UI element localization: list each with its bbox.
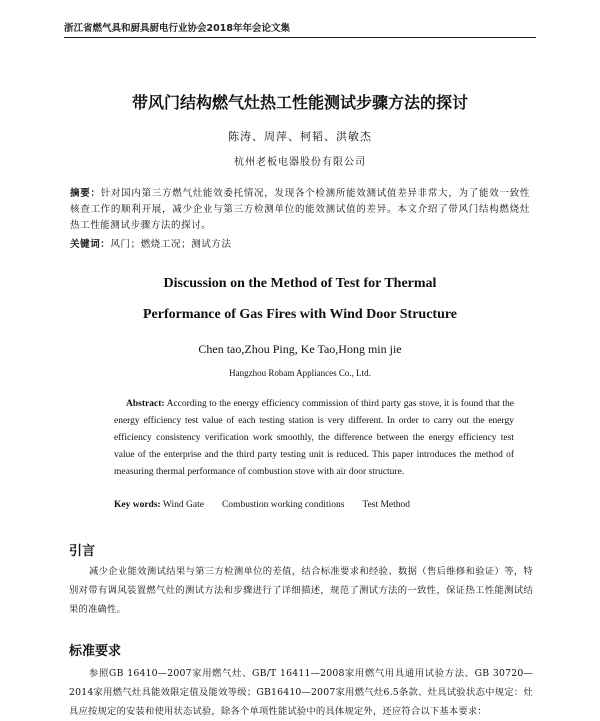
section-heading-standard: 标准要求 <box>69 644 122 659</box>
abstract-cn-text: 针对国内第三方燃气灶能效委托情况，发现各个检测所能效测试值差异非常大，为了能效一致性核查工作的顺利开展，减少企业与第三方检测单位的能效测试值的差异。本文介绍了带风门结构燃烧灶热工性能测试步骤方法的探讨。 <box>70 188 530 231</box>
keywords-cn <box>70 236 530 250</box>
keywords-en-label: Key words: <box>114 500 161 510</box>
keywords-cn-label: 关键词： <box>70 239 111 250</box>
abstract-cn-label: 摘要： <box>70 188 101 199</box>
keywords-en <box>114 500 534 510</box>
paper-title-cn: 带风门结构燃气灶热工性能测试步骤方法的探讨 <box>131 93 468 112</box>
abstract-en-text: According to the energy efficiency commission of third party gas stove, it is found that the energy efficiency test value of each testing station is very different. In order to carry out the energy efficiency consistency verification work smoothly, the difference between the energy efficiency test value of the enterprise and the third party testing unit is reduced. This paper introduces the method of measuring thermal performance of combustion stove with air door structure. <box>114 399 514 477</box>
abstract-cn <box>70 186 530 234</box>
abstract-en-label: Abstract: <box>126 399 165 409</box>
section-heading-intro: 引言 <box>69 544 96 559</box>
authors-en: Chen tao,Zhou Ping, Ke Tao,Hong min jie <box>198 342 402 356</box>
paragraph: 参照GB 16410—2007家用燃气灶、GB/T 16411—2008家用燃气用具通用试验方法、GB 30720—2014家用燃气灶具能效限定值及能效等级；GB16410—2007家用燃气灶6.5条款、灶具试验状态中规定：灶具应按规定的安装和使用状态试验，除各个单项性能试验中的具体规定外，还应符合以下基本要求： <box>69 668 533 717</box>
section-body-standard <box>69 664 533 721</box>
keyword-en: Test Method <box>362 500 411 510</box>
paper-title-en-line2: Performance of Gas Fires with Wind Door Structure <box>142 307 458 322</box>
affiliation-en: Hangzhou Robam Appliances Co., Ltd. <box>229 368 371 378</box>
authors-cn: 陈涛、周萍、柯韬、洪敏杰 <box>228 130 372 143</box>
keyword-en: Combustion working conditions <box>221 500 345 510</box>
paper-title-en <box>0 268 600 330</box>
abstract-en <box>114 396 514 481</box>
keyword-en: Wind Gate <box>162 500 204 510</box>
keywords-cn-text: 风门；燃烧工况；测试方法 <box>110 239 232 250</box>
paragraph: 减少企业能效测试结果与第三方检测单位的差值，结合标准要求和经验、数据（售后维修和验证）等，特别对带有调风装置燃气灶的测试方法和步骤进行了详细描述，规范了测试方法的一致性，保证热工性能测试结果的准确性。 <box>69 566 533 615</box>
running-header: 浙江省燃气具和厨具厨电行业协会2018年年会论文集 <box>64 20 536 38</box>
affiliation-cn: 杭州老板电器股份有限公司 <box>234 157 366 168</box>
section-body-intro <box>69 562 533 619</box>
paper-title-en-line1: Discussion on the Method of Test for Thermal <box>163 276 437 291</box>
